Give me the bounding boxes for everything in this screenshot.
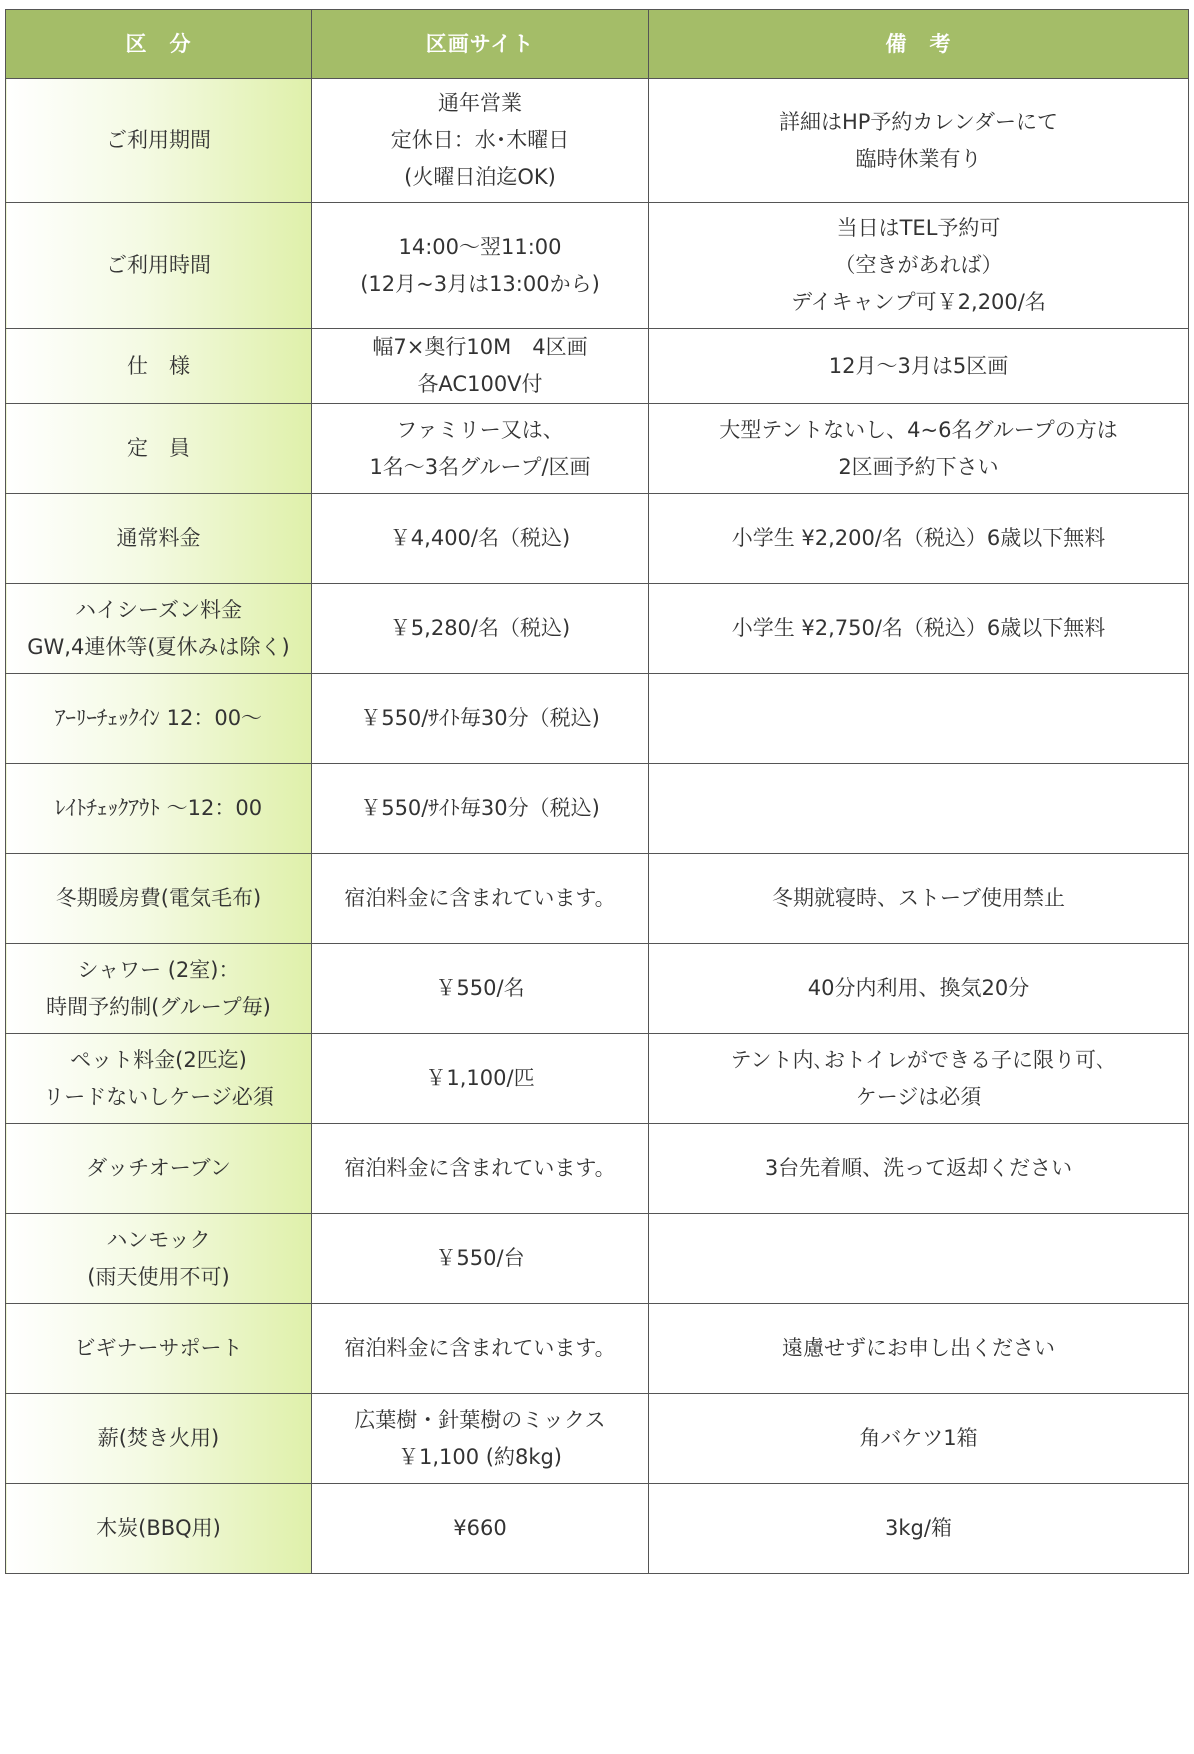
table-body bbox=[6, 79, 1189, 1574]
row-note bbox=[649, 944, 1189, 1034]
row-label bbox=[6, 329, 312, 404]
row-note-line: 小学生 ¥2,200/名（税込）6歳以下無料 bbox=[731, 526, 1106, 550]
row-site-value-line: 幅7×奥行10M 4区画 bbox=[372, 335, 588, 359]
row-note-line: 臨時休業有り bbox=[855, 146, 982, 171]
row-label-line: ビギナーサポート bbox=[74, 1336, 243, 1360]
row-note bbox=[649, 329, 1189, 404]
row-label bbox=[6, 1034, 312, 1124]
row-note-line: 冬期就寝時、ストーブ使用禁止 bbox=[772, 886, 1065, 910]
row-label bbox=[6, 674, 312, 764]
row-note bbox=[649, 1214, 1189, 1304]
row-note-line: 2区画予約下さい bbox=[838, 454, 999, 479]
row-site-value-line: ￥550/名 bbox=[435, 976, 525, 1000]
row-label bbox=[6, 1304, 312, 1394]
row-note-line: 角バケツ1箱 bbox=[859, 1426, 978, 1450]
row-label-line: ご利用期間 bbox=[106, 128, 211, 152]
row-label bbox=[6, 764, 312, 854]
row-note-line: 大型テントないし、4~6名グループの方は bbox=[719, 417, 1118, 442]
row-label-line: 薪(焚き火用) bbox=[97, 1426, 220, 1450]
row-note-line: 詳細はHP予約カレンダーにて bbox=[778, 109, 1059, 134]
row-note-line: 当日はTEL予約可 bbox=[836, 216, 1001, 240]
row-site-value-line: 14:00〜翌11:00 bbox=[398, 234, 562, 259]
row-site-value-line: (12月~3月は13:00から) bbox=[360, 271, 600, 296]
table-row bbox=[6, 404, 1189, 494]
row-note bbox=[649, 494, 1189, 584]
row-label-line: 仕 様 bbox=[127, 353, 190, 378]
row-label bbox=[6, 854, 312, 944]
row-label-line: ﾚｲﾄﾁｪｯｸｱｳﾄ 〜12：00 bbox=[54, 796, 263, 820]
row-note-line: デイキャンプ可￥2,200/名 bbox=[791, 290, 1046, 314]
row-note bbox=[649, 79, 1189, 203]
row-label bbox=[6, 203, 312, 329]
row-label-line: ｱｰﾘｰﾁｪｯｸｲﾝ 12：00〜 bbox=[54, 706, 263, 730]
row-note-line: 3kg/箱 bbox=[885, 1516, 952, 1540]
row-label-line: ダッチオーブン bbox=[86, 1156, 231, 1180]
row-note bbox=[649, 1124, 1189, 1214]
row-note-line: （空きがあれば） bbox=[834, 253, 1003, 277]
row-note bbox=[649, 674, 1189, 764]
row-label-line: (雨天使用不可) bbox=[87, 1264, 230, 1289]
row-site-value-line: 広葉樹・針葉樹のミックス bbox=[354, 1407, 606, 1432]
row-label bbox=[6, 1214, 312, 1304]
table-row bbox=[6, 1124, 1189, 1214]
row-site-value-line: ￥5,280/名（税込) bbox=[389, 616, 571, 640]
row-note-line: 3台先着順、洗って返却ください bbox=[764, 1156, 1073, 1180]
row-site-value bbox=[312, 1214, 649, 1304]
row-site-value bbox=[312, 1304, 649, 1394]
row-site-value bbox=[312, 854, 649, 944]
table-row bbox=[6, 1214, 1189, 1304]
row-label bbox=[6, 944, 312, 1034]
row-note-line: 12月〜3月は5区画 bbox=[828, 353, 1009, 378]
row-note bbox=[649, 1034, 1189, 1124]
row-site-value bbox=[312, 494, 649, 584]
table-row bbox=[6, 1304, 1189, 1394]
row-label bbox=[6, 584, 312, 674]
row-note-line: ケージは必須 bbox=[855, 1084, 982, 1109]
header-category: 区 分 bbox=[6, 10, 312, 79]
row-note bbox=[649, 404, 1189, 494]
row-note-line: 遠慮せずにお申し出ください bbox=[782, 1336, 1055, 1360]
row-site-value-line: ￥550/ｻｲﾄ毎30分（税込) bbox=[360, 706, 600, 730]
row-label-line: ハンモック bbox=[106, 1227, 211, 1252]
row-label-line: 通常料金 bbox=[116, 526, 201, 550]
row-label bbox=[6, 1394, 312, 1484]
header-row bbox=[6, 10, 1189, 79]
row-site-value-line: ￥1,100/匹 bbox=[425, 1066, 535, 1090]
row-note-line: テント内､おトイレができる子に限り可､ bbox=[730, 1047, 1107, 1072]
row-label-line: 木炭(BBQ用) bbox=[96, 1516, 221, 1540]
table-row bbox=[6, 1484, 1189, 1574]
row-label bbox=[6, 404, 312, 494]
row-site-value-line: 定休日：水･木曜日 bbox=[390, 128, 570, 152]
table-row bbox=[6, 674, 1189, 764]
row-label-line: 冬期暖房費(電気毛布) bbox=[55, 886, 262, 910]
row-site-value bbox=[312, 329, 649, 404]
row-site-value-line: ￥4,400/名（税込) bbox=[389, 526, 571, 550]
row-site-value-line: 各AC100V付 bbox=[417, 372, 543, 396]
row-site-value-line: 宿泊料金に含まれています。 bbox=[344, 1156, 616, 1180]
row-site-value-line: 1名〜3名グループ/区画 bbox=[369, 454, 591, 479]
row-label-line: ペット料金(2匹迄) bbox=[70, 1047, 247, 1072]
header-site: 区画サイト bbox=[312, 10, 649, 79]
row-note bbox=[649, 854, 1189, 944]
row-note-line: 小学生 ¥2,750/名（税込）6歳以下無料 bbox=[731, 616, 1106, 640]
row-label-line: ハイシーズン料金 bbox=[75, 597, 242, 622]
table-row bbox=[6, 1394, 1189, 1484]
row-site-value bbox=[312, 1124, 649, 1214]
row-site-value bbox=[312, 1034, 649, 1124]
row-site-value bbox=[312, 674, 649, 764]
row-label-line: GW,4連休等(夏休みは除く) bbox=[27, 634, 290, 659]
row-label-line: 時間予約制(グループ毎) bbox=[46, 994, 271, 1019]
row-label-line: 定 員 bbox=[127, 436, 190, 460]
row-site-value bbox=[312, 584, 649, 674]
table-row bbox=[6, 203, 1189, 329]
row-site-value bbox=[312, 1484, 649, 1574]
row-note bbox=[649, 1394, 1189, 1484]
row-note bbox=[649, 1304, 1189, 1394]
row-note bbox=[649, 203, 1189, 329]
price-table bbox=[5, 9, 1189, 1574]
row-label bbox=[6, 79, 312, 203]
row-site-value bbox=[312, 79, 649, 203]
row-site-value-line: 宿泊料金に含まれています。 bbox=[344, 1336, 616, 1360]
row-note bbox=[649, 764, 1189, 854]
row-site-value bbox=[312, 404, 649, 494]
row-note-line: 40分内利用、換気20分 bbox=[807, 976, 1030, 1000]
row-site-value bbox=[312, 944, 649, 1034]
row-site-value bbox=[312, 203, 649, 329]
header-notes: 備 考 bbox=[649, 10, 1189, 79]
table-row bbox=[6, 854, 1189, 944]
row-label-line: リードないしケージ必須 bbox=[43, 1084, 274, 1109]
table-row bbox=[6, 764, 1189, 854]
row-label-line: シャワー (2室)： bbox=[77, 957, 240, 982]
row-label bbox=[6, 1124, 312, 1214]
table-row bbox=[6, 329, 1189, 404]
table-row bbox=[6, 584, 1189, 674]
row-site-value-line: (火曜日泊迄OK) bbox=[404, 165, 556, 189]
row-site-value-line: ¥660 bbox=[453, 1516, 507, 1540]
table-row bbox=[6, 944, 1189, 1034]
table-row bbox=[6, 494, 1189, 584]
row-label bbox=[6, 1484, 312, 1574]
row-site-value-line: ￥550/ｻｲﾄ毎30分（税込) bbox=[360, 796, 600, 820]
table-row bbox=[6, 1034, 1189, 1124]
row-site-value-line: ￥1,100 (約8kg) bbox=[397, 1444, 563, 1469]
row-site-value bbox=[312, 1394, 649, 1484]
row-site-value-line: 通年営業 bbox=[438, 91, 522, 115]
row-label bbox=[6, 494, 312, 584]
row-note bbox=[649, 584, 1189, 674]
row-site-value-line: ファミリー又は、 bbox=[396, 417, 564, 442]
row-note bbox=[649, 1484, 1189, 1574]
row-site-value bbox=[312, 764, 649, 854]
row-site-value-line: 宿泊料金に含まれています。 bbox=[344, 886, 616, 910]
table-row bbox=[6, 79, 1189, 203]
row-site-value-line: ￥550/台 bbox=[435, 1246, 525, 1270]
row-label-line: ご利用時間 bbox=[106, 253, 211, 277]
